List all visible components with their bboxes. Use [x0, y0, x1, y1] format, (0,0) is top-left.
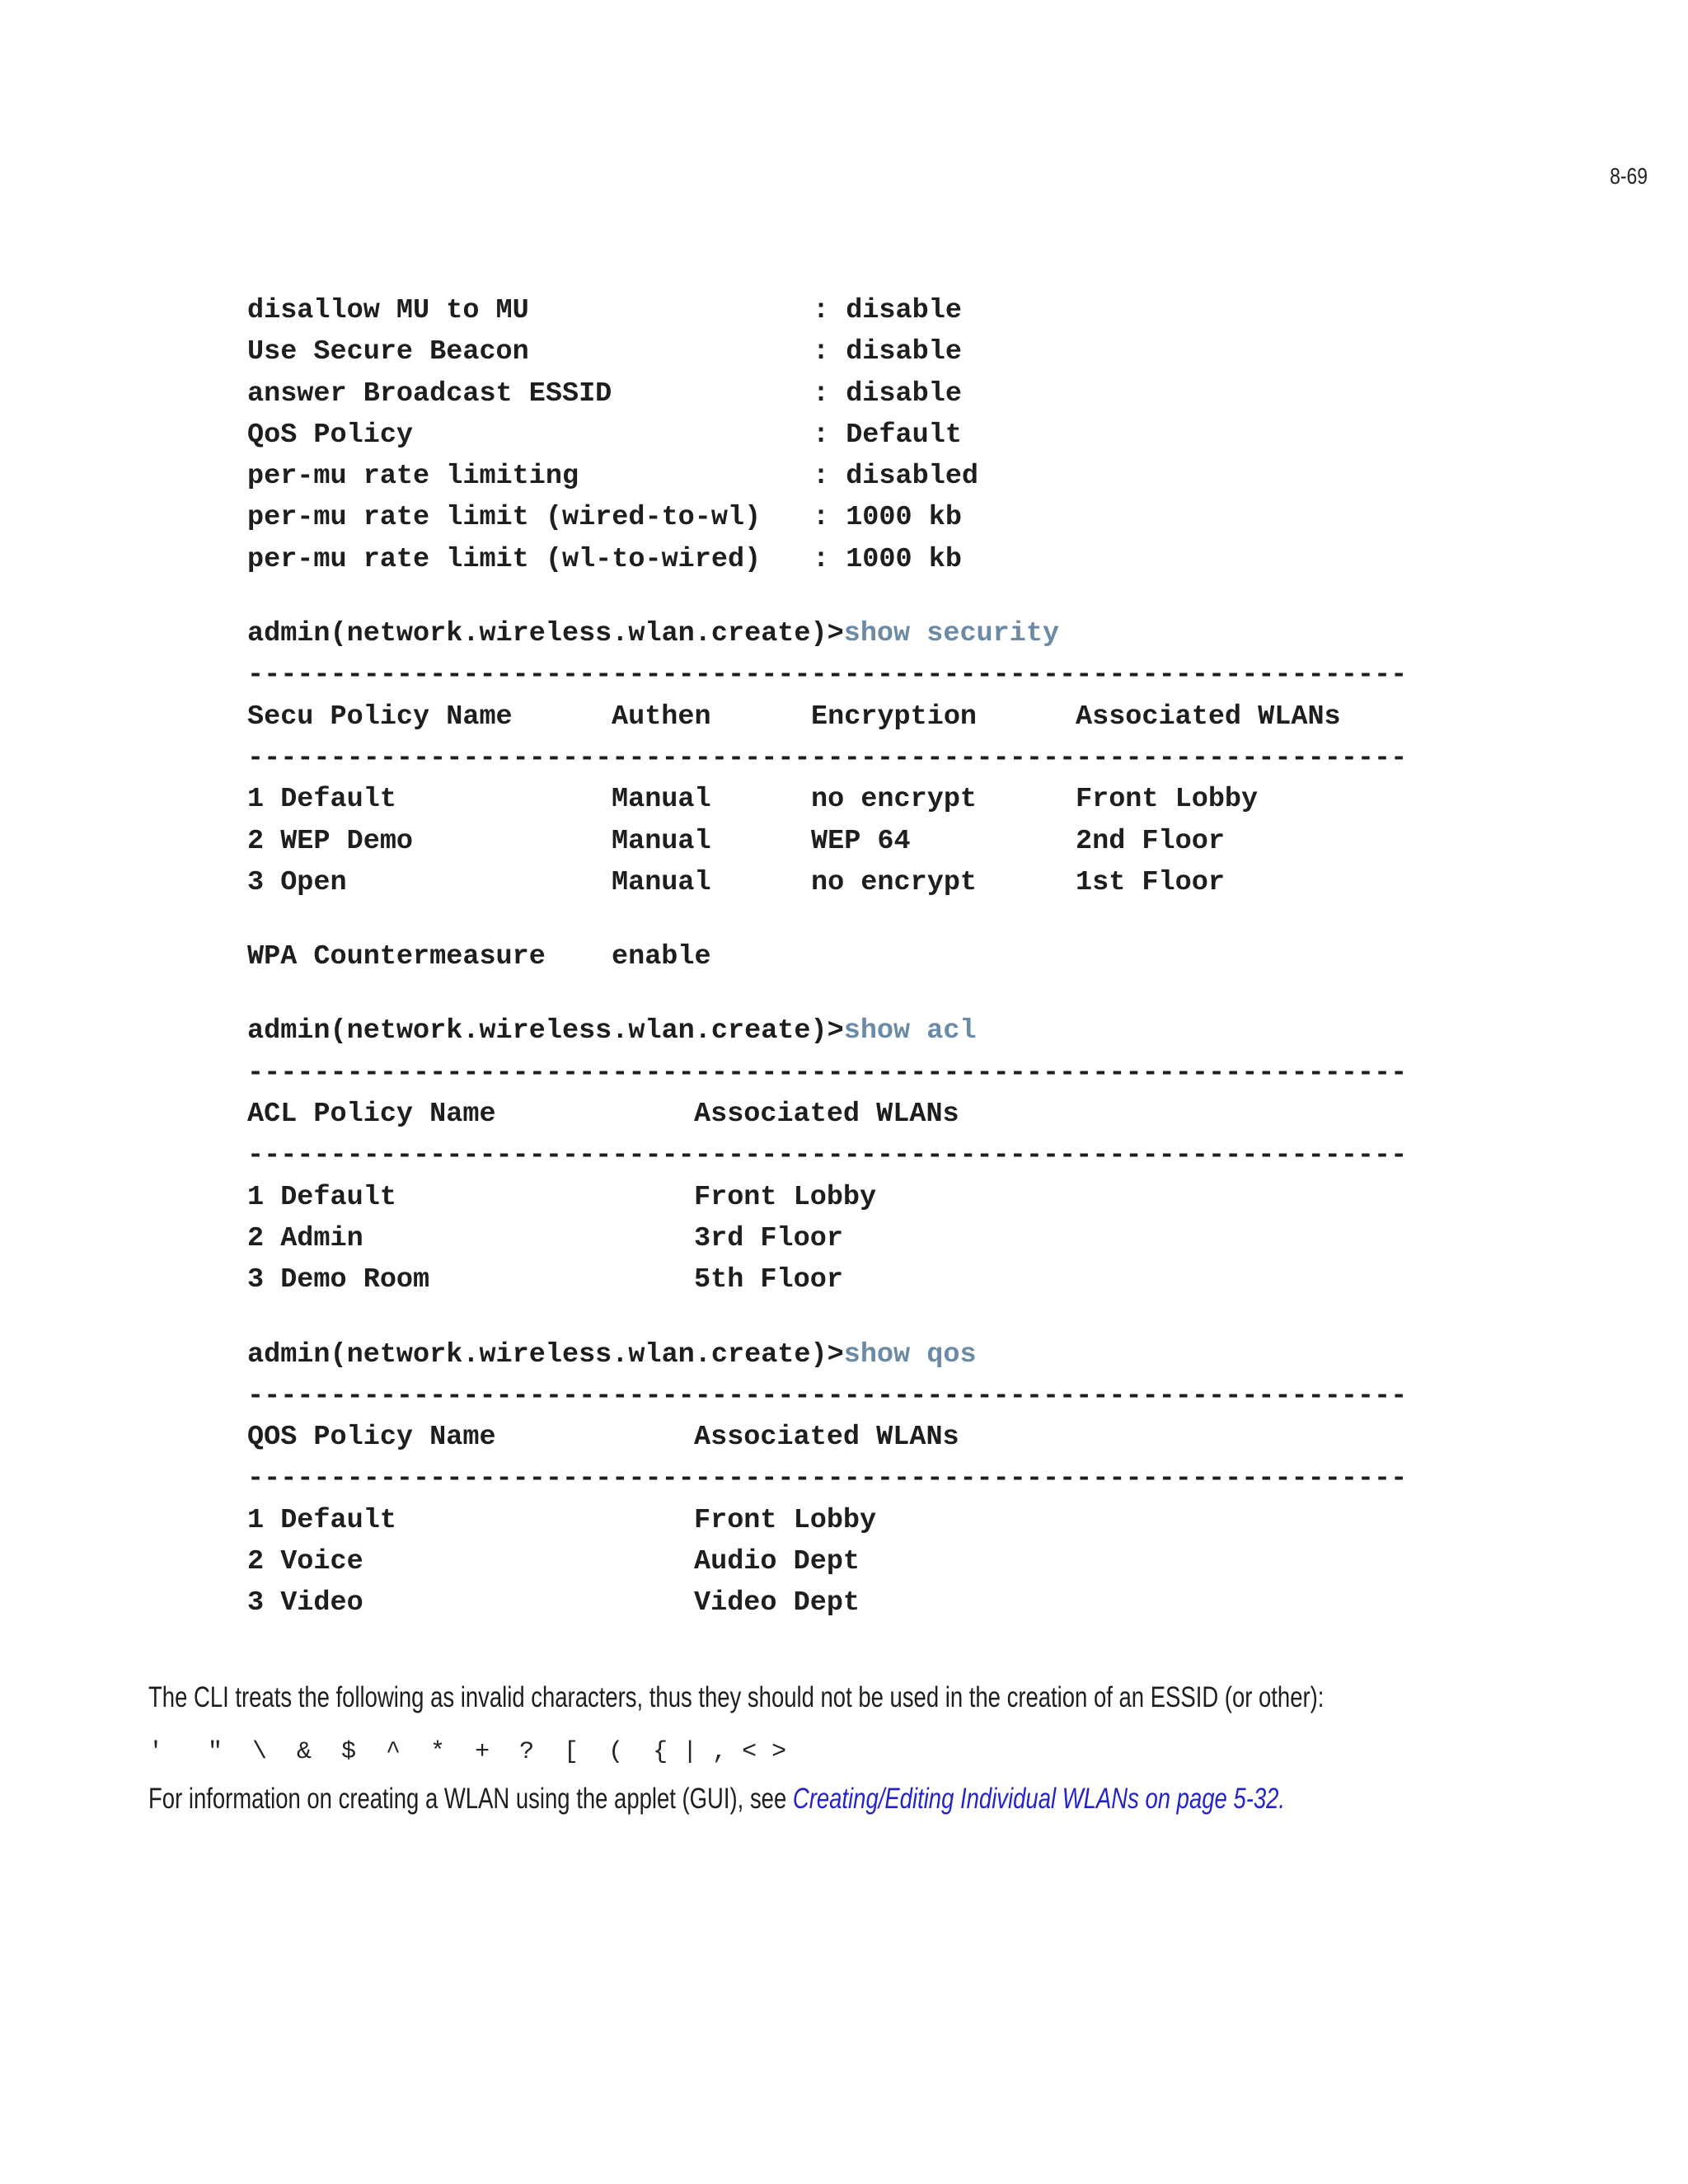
- table-cell: 2 WEP Demo: [247, 825, 414, 857]
- status-line: [247, 290, 1418, 331]
- table-cell: Manual: [612, 784, 711, 816]
- table-row: [247, 821, 1418, 862]
- table-cell: 3 Demo Room: [247, 1264, 430, 1296]
- gui-reference-end: .: [1278, 1783, 1286, 1815]
- page-number: 8-69: [1610, 163, 1648, 189]
- wlan-status-list: [247, 290, 1418, 580]
- table-cell: 2 Admin: [247, 1222, 363, 1254]
- header-authen: Authen: [612, 701, 711, 733]
- divider: ----------------------------------------------------------------------: [247, 659, 1408, 691]
- header-associated-wlans: Associated WLANs: [1076, 701, 1341, 733]
- table-cell: 3 Video: [247, 1587, 363, 1619]
- table-cell: Front Lobby: [694, 1181, 877, 1213]
- qos-table-header: [247, 1417, 1418, 1458]
- command-show-acl: show acl: [843, 1015, 977, 1047]
- status-line: [247, 539, 1418, 580]
- prompt: admin(network.wireless.wlan.create)>: [247, 618, 844, 650]
- divider: ----------------------------------------------------------------------: [247, 1140, 1408, 1172]
- table-cell: 3rd Floor: [694, 1222, 843, 1254]
- table-cell: no encrypt: [811, 784, 978, 816]
- table-row: [247, 1259, 1418, 1301]
- table-cell: Manual: [612, 825, 711, 857]
- table-cell: Front Lobby: [1076, 784, 1259, 816]
- status-line: [247, 497, 1418, 538]
- table-row: [247, 1177, 1418, 1218]
- prompt: admin(network.wireless.wlan.create)>: [247, 1338, 844, 1371]
- status-key: per-mu rate limit (wired-to-wl): [247, 502, 762, 534]
- header-acl-policy-name: ACL Policy Name: [247, 1099, 496, 1131]
- command-show-qos: show qos: [843, 1338, 977, 1371]
- acl-table-header: [247, 1094, 1418, 1135]
- table-cell: Front Lobby: [694, 1504, 877, 1536]
- header-secu-policy-name: Secu Policy Name: [247, 701, 513, 733]
- gui-reference: [148, 1783, 1285, 1816]
- header-associated-wlans: Associated WLANs: [694, 1422, 959, 1454]
- security-table-header: [247, 696, 1418, 738]
- table-row: [247, 862, 1418, 903]
- status-value: : disable: [813, 295, 962, 326]
- header-associated-wlans: Associated WLANs: [694, 1099, 959, 1131]
- table-cell: 1 Default: [247, 1504, 396, 1536]
- prompt-line-acl: [247, 1010, 1418, 1052]
- status-key: answer Broadcast ESSID: [247, 377, 612, 410]
- status-line: [247, 415, 1418, 456]
- status-value: : disabled: [813, 461, 979, 493]
- status-key: disallow MU to MU: [247, 295, 529, 326]
- status-line: [247, 331, 1418, 373]
- invalid-chars-intro: The CLI treats the following as invalid characters, thus they should not be used in the creation of an ESSID (or other):: [148, 1681, 1325, 1713]
- status-key: Use Secure Beacon: [247, 336, 529, 368]
- table-cell: WEP 64: [811, 825, 911, 857]
- table-cell: 5th Floor: [694, 1264, 843, 1296]
- table-cell: 1 Default: [247, 784, 396, 816]
- status-key: per-mu rate limiting: [247, 461, 579, 493]
- gui-reference-text: For information on creating a WLAN using the applet (GUI), see: [148, 1783, 793, 1815]
- table-cell: 2 Voice: [247, 1546, 363, 1578]
- command-show-security: show security: [843, 618, 1060, 650]
- prompt-line-security: [247, 613, 1418, 654]
- status-value: : disable: [813, 377, 962, 410]
- wpa-countermeasure-label: WPA Countermeasure: [247, 941, 546, 973]
- table-cell: Manual: [612, 866, 711, 898]
- wpa-countermeasure-line: [247, 936, 1418, 977]
- table-row: [247, 779, 1418, 820]
- qos-table-body: [247, 1500, 1418, 1624]
- status-line: [247, 456, 1418, 497]
- table-row: [247, 1541, 1418, 1582]
- divider: ----------------------------------------------------------------------: [247, 1057, 1408, 1089]
- acl-table-body: [247, 1177, 1418, 1301]
- invalid-chars-list: ' " \ & $ ^ * + ? [ ( { | , < >: [148, 1738, 787, 1766]
- status-key: per-mu rate limit (wl-to-wired): [247, 543, 762, 575]
- status-value: : disable: [813, 336, 962, 368]
- status-value: : 1000 kb: [813, 502, 962, 534]
- prompt-line-qos: [247, 1334, 1418, 1376]
- wpa-countermeasure-value: enable: [612, 941, 711, 973]
- table-cell: Video Dept: [694, 1587, 860, 1619]
- table-cell: no encrypt: [811, 866, 978, 898]
- header-encryption: Encryption: [811, 701, 978, 733]
- table-cell: 1st Floor: [1076, 866, 1225, 898]
- security-table-body: [247, 779, 1418, 903]
- table-cell: Audio Dept: [694, 1546, 860, 1578]
- table-row: [247, 1218, 1418, 1259]
- table-cell: 1 Default: [247, 1181, 396, 1213]
- prompt: admin(network.wireless.wlan.create)>: [247, 1015, 844, 1047]
- divider: ----------------------------------------------------------------------: [247, 1463, 1408, 1495]
- status-line: [247, 373, 1418, 415]
- table-cell: 2nd Floor: [1076, 825, 1225, 857]
- wlan-gui-link[interactable]: Creating/Editing Individual WLANs on page 5-32: [792, 1783, 1279, 1815]
- status-key: QoS Policy: [247, 419, 414, 451]
- divider: ----------------------------------------------------------------------: [247, 1380, 1408, 1412]
- table-cell: 3 Open: [247, 866, 347, 898]
- table-row: [247, 1500, 1418, 1541]
- table-row: [247, 1582, 1418, 1624]
- status-value: : Default: [813, 419, 962, 451]
- status-value: : 1000 kb: [813, 543, 962, 575]
- cli-output: [247, 290, 1418, 1624]
- header-qos-policy-name: QOS Policy Name: [247, 1422, 496, 1454]
- divider: ----------------------------------------------------------------------: [247, 742, 1408, 774]
